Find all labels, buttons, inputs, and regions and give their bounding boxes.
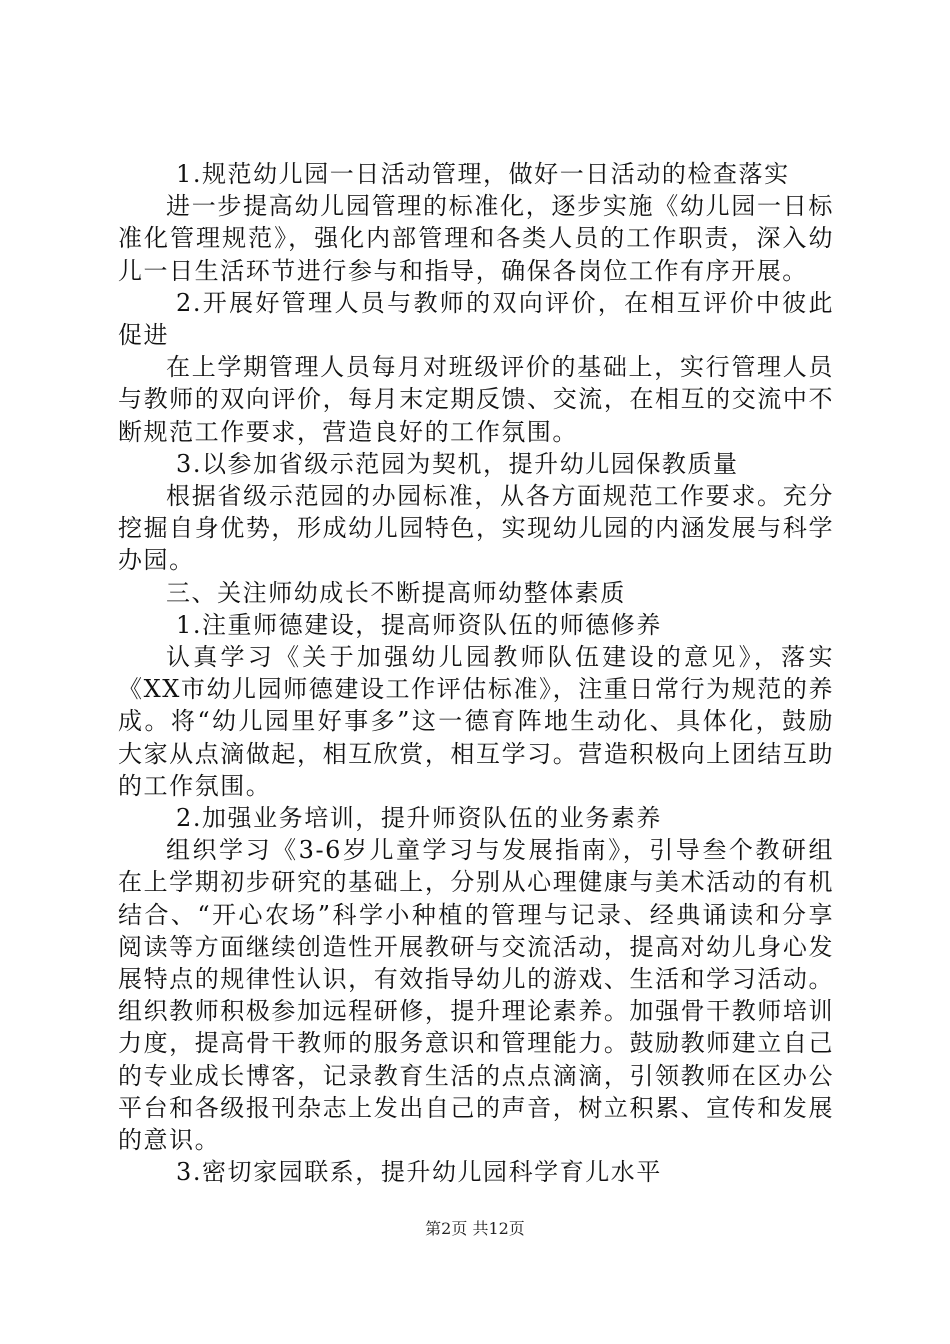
document-body bbox=[118, 158, 834, 1189]
section-heading-3-3: 3.密切家园联系，提升幼儿园科学育儿水平 bbox=[176, 1158, 662, 1187]
body-paragraph-3-1: 认真学习《关于加强幼儿园教师队伍建设的意见》，落实《XX市幼儿园师德建设工作评估标准》，注重日常行为规范的养成。将“幼儿园里好事多”这一德育阵地生动化、具体化，鼓励大家从点滴做起，相互欣赏，相互学习。营造积极向上团结互助的工作氛围。 bbox=[118, 643, 834, 800]
section-heading-1-1: 1.规范幼儿园一日活动管理，做好一日活动的检查落实 bbox=[176, 160, 790, 188]
section-heading-1-3: 3.以参加省级示范园为契机，提升幼儿园保教质量 bbox=[176, 449, 739, 478]
body-paragraph-1-1: 进一步提高幼儿园管理的标准化，逐步实施《幼儿园一日标准化管理规范》，强化内部管理和各类人员的工作职责，深入幼儿一日生活环节进行参与和指导，确保各岗位工作有序开展。 bbox=[118, 192, 834, 285]
section-heading-3-1: 1.注重师德建设，提高师资队伍的师德修养 bbox=[176, 610, 662, 639]
body-paragraph-3-2: 组织学习《3-6岁儿童学习与发展指南》，引导叁个教研组在上学期初步研究的基础上，分别从心理健康与美术活动的有机结合、“开心农场”科学小种植的管理与记录、经典诵读和分享阅读等方面继续创造性开展教研与交流活动，提高对幼儿身心发展特点的规律性认识，有效指导幼儿的游戏、生活和学习活动。组织教师积极参加远程研修，提升理论素养。加强骨干教师培训力度，提高骨干教师的服务意识和管理能力。鼓励教师建立自己的专业成长博客，记录教育生活的点点滴滴，引领教师在区办公平台和各级报刊杂志上发出自己的声音，树立积累、宣传和发展的意识。 bbox=[118, 836, 834, 1155]
body-paragraph-1-3: 根据省级示范园的办园标准，从各方面规范工作要求。充分挖掘自身优势，形成幼儿园特色，实现幼儿园的内涵发展与科学办园。 bbox=[118, 482, 834, 575]
chapter-heading-3: 三、关注师幼成长不断提高师幼整体素质 bbox=[166, 578, 626, 607]
page-number-footer: 第2页 共12页 bbox=[425, 1219, 525, 1238]
section-heading-1-2: 2.开展好管理人员与教师的双向评价，在相互评价中彼此促进 bbox=[118, 288, 834, 350]
body-paragraph-1-2: 在上学期管理人员每月对班级评价的基础上，实行管理人员与教师的双向评价，每月末定期反馈、交流，在相互的交流中不断规范工作要求，营造良好的工作氛围。 bbox=[118, 353, 834, 446]
section-heading-3-2: 2.加强业务培训，提升师资队伍的业务素养 bbox=[176, 804, 662, 833]
